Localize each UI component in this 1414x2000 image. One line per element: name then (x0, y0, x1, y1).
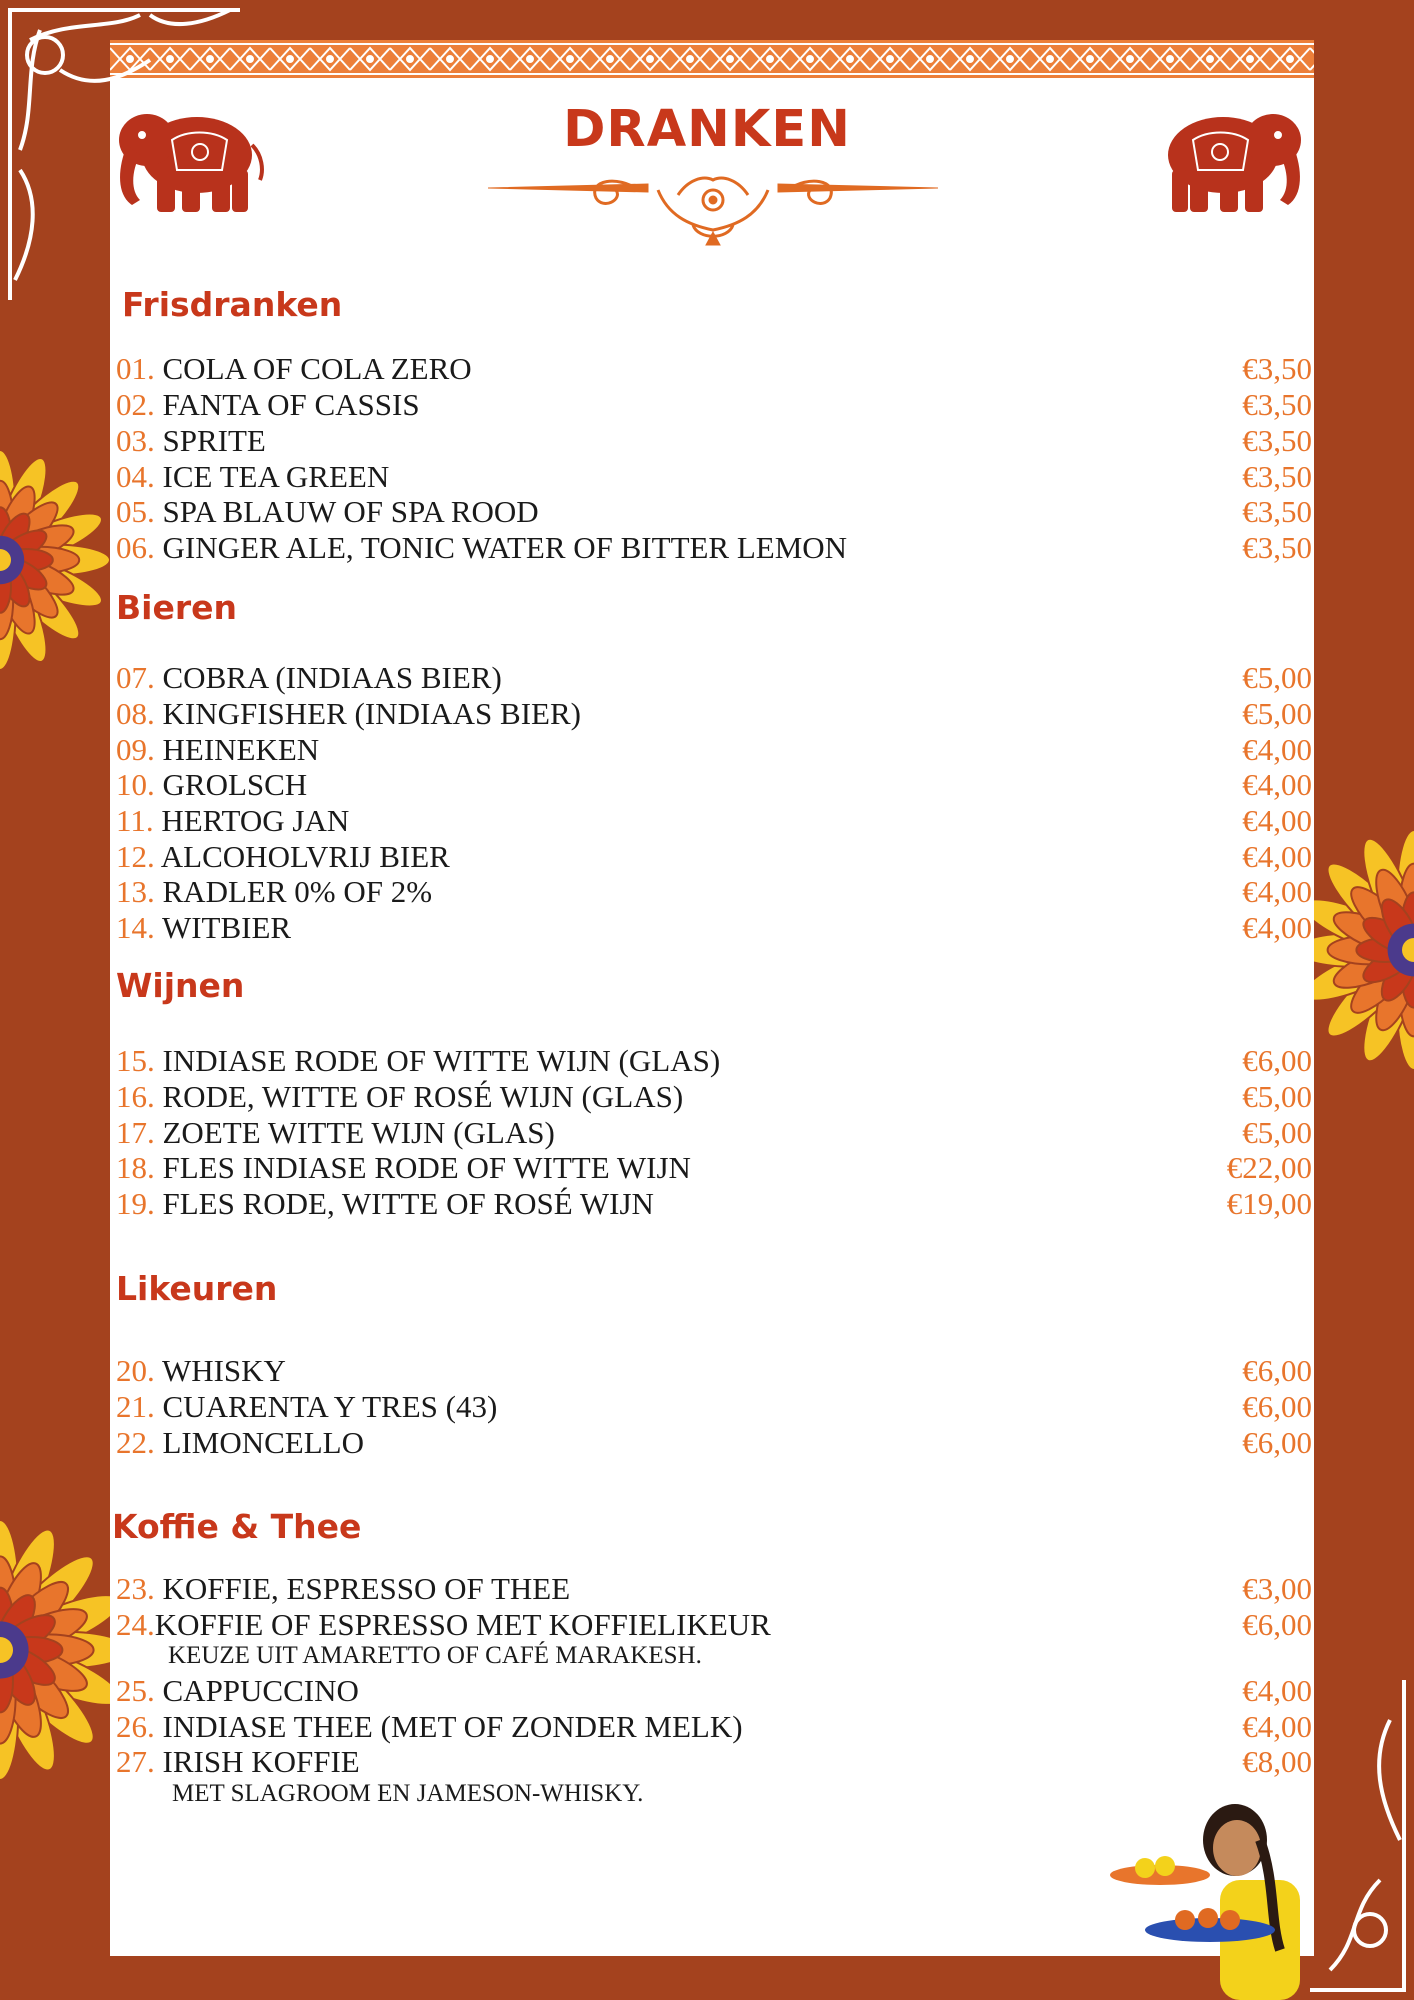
item-number: 12. (116, 839, 155, 874)
item-number: 24. (116, 1607, 155, 1642)
menu-item (116, 874, 1312, 910)
menu-item (116, 387, 1312, 423)
menu-item (116, 1389, 1312, 1425)
item-number: 18. (116, 1150, 155, 1185)
flower-mandala-icon (1314, 800, 1414, 1100)
section-title: Wijnen (116, 966, 245, 1005)
item-number: 21. (116, 1389, 155, 1424)
item-number: 05. (116, 494, 155, 529)
item-price: €3,50 (1242, 459, 1312, 494)
item-price: €6,00 (1242, 1043, 1312, 1078)
item-number: 09. (116, 732, 155, 767)
item-price: €6,00 (1242, 1425, 1312, 1460)
item-name: RODE, WITTE OF ROSÉ WIJN (GLAS) (162, 1079, 684, 1114)
item-note: MET SLAGROOM EN JAMESON-WHISKY. (172, 1780, 644, 1807)
corner-flourish-icon (1310, 1680, 1414, 2000)
item-name: ZOETE WITTE WIJN (GLAS) (162, 1115, 555, 1150)
item-number: 07. (116, 660, 155, 695)
item-name: FANTA OF CASSIS (162, 387, 420, 422)
menu-item (116, 1043, 1312, 1079)
item-number: 01. (116, 351, 155, 386)
ornament-divider-icon (488, 170, 938, 250)
menu-item (116, 1353, 1312, 1389)
item-name: GROLSCH (162, 767, 308, 802)
flower-mandala-icon (0, 430, 110, 690)
item-name: IRISH KOFFIE (162, 1744, 360, 1779)
item-price: €5,00 (1242, 1079, 1312, 1114)
item-name: INDIASE THEE (MET OF ZONDER MELK) (162, 1709, 743, 1744)
menu-item (116, 351, 1312, 387)
decorative-border-strip (110, 40, 1314, 78)
menu-item (116, 1744, 1312, 1780)
item-name: FLES INDIASE RODE OF WITTE WIJN (162, 1150, 691, 1185)
menu-item (116, 660, 1312, 696)
item-number: 08. (116, 696, 155, 731)
item-number: 10. (116, 767, 155, 802)
item-name: WITBIER (161, 910, 292, 945)
menu-item (116, 1607, 1312, 1643)
item-name: COLA OF COLA ZERO (162, 351, 472, 386)
section-title: Koffie & Thee (112, 1507, 362, 1546)
item-name: CUARENTA Y TRES (43) (162, 1389, 498, 1424)
item-number: 23. (116, 1571, 155, 1606)
item-name: SPA BLAUW OF SPA ROOD (162, 494, 539, 529)
item-name: KINGFISHER (INDIAAS BIER) (162, 696, 581, 731)
item-price: €5,00 (1242, 696, 1312, 731)
menu-item (116, 494, 1312, 530)
menu-item (116, 1150, 1312, 1186)
menu-item (116, 767, 1312, 803)
item-price: €3,50 (1242, 351, 1312, 386)
section-title: Frisdranken (122, 285, 343, 324)
menu-item (116, 1079, 1312, 1115)
item-price: €3,50 (1242, 494, 1312, 529)
flower-mandala-icon (0, 1480, 110, 1820)
item-number: 13. (116, 874, 155, 909)
item-number: 15. (116, 1043, 155, 1078)
menu-item (116, 732, 1312, 768)
menu-item (116, 803, 1312, 839)
item-name: FLES RODE, WITTE OF ROSÉ WIJN (162, 1186, 654, 1221)
item-price: €8,00 (1242, 1744, 1312, 1779)
item-name: ICE TEA GREEN (162, 459, 390, 494)
item-number: 03. (116, 423, 155, 458)
item-name: HERTOG JAN (161, 803, 350, 838)
item-number: 11. (116, 803, 154, 838)
item-number: 04. (116, 459, 155, 494)
item-price: €4,00 (1242, 874, 1312, 909)
item-number: 20. (116, 1353, 155, 1388)
item-price: €4,00 (1242, 803, 1312, 838)
item-name: LIMONCELLO (162, 1425, 364, 1460)
menu-item (116, 1571, 1312, 1607)
item-number: 25. (116, 1673, 155, 1708)
item-name: KOFFIE OF ESPRESSO MET KOFFIELIKEUR (154, 1607, 771, 1642)
menu-item (116, 1186, 1312, 1222)
menu-item (116, 696, 1312, 732)
section-title: Bieren (116, 588, 237, 627)
item-number: 06. (116, 530, 155, 565)
menu-item (116, 839, 1312, 875)
item-number: 22. (116, 1425, 155, 1460)
menu-item (116, 910, 1312, 946)
item-name: HEINEKEN (162, 732, 320, 767)
item-number: 19. (116, 1186, 155, 1221)
item-number: 26. (116, 1709, 155, 1744)
item-price: €4,00 (1242, 1673, 1312, 1708)
item-name: KOFFIE, ESPRESSO OF THEE (162, 1571, 571, 1606)
item-name: COBRA (INDIAAS BIER) (162, 660, 502, 695)
item-note: KEUZE UIT AMARETTO OF CAFÉ MARAKESH. (168, 1642, 702, 1669)
item-price: €3,50 (1242, 423, 1312, 458)
item-price: €4,00 (1242, 732, 1312, 767)
page-title: DRANKEN (563, 100, 851, 159)
item-price: €5,00 (1242, 1115, 1312, 1150)
item-number: 27. (116, 1744, 155, 1779)
item-price: €19,00 (1226, 1186, 1312, 1221)
item-price: €6,00 (1242, 1607, 1312, 1642)
item-name: INDIASE RODE OF WITTE WIJN (GLAS) (162, 1043, 721, 1078)
item-name: CAPPUCCINO (162, 1673, 359, 1708)
menu-item (116, 423, 1312, 459)
item-number: 02. (116, 387, 155, 422)
menu-item (116, 530, 1312, 566)
item-price: €22,00 (1226, 1150, 1312, 1185)
item-number: 17. (116, 1115, 155, 1150)
menu-item (116, 1709, 1312, 1745)
item-number: 14. (116, 910, 155, 945)
item-price: €4,00 (1242, 910, 1312, 945)
item-price: €6,00 (1242, 1353, 1312, 1388)
menu-item (116, 459, 1312, 495)
item-price: €4,00 (1242, 767, 1312, 802)
item-name: WHISKY (161, 1353, 286, 1388)
item-price: €4,00 (1242, 839, 1312, 874)
menu-item (116, 1425, 1312, 1461)
section-title: Likeuren (116, 1269, 278, 1308)
item-name: SPRITE (162, 423, 266, 458)
item-price: €3,00 (1242, 1571, 1312, 1606)
menu-item (116, 1115, 1312, 1151)
server-woman-illustration (1110, 1800, 1320, 2000)
item-price: €4,00 (1242, 1709, 1312, 1744)
item-price: €5,00 (1242, 660, 1312, 695)
item-price: €3,50 (1242, 530, 1312, 565)
item-name: RADLER 0% OF 2% (162, 874, 433, 909)
item-name: ALCOHOLVRIJ BIER (160, 839, 450, 874)
item-price: €3,50 (1242, 387, 1312, 422)
item-name: GINGER ALE, TONIC WATER OF BITTER LEMON (162, 530, 848, 565)
item-number: 16. (116, 1079, 155, 1114)
menu-item (116, 1673, 1312, 1709)
item-price: €6,00 (1242, 1389, 1312, 1424)
